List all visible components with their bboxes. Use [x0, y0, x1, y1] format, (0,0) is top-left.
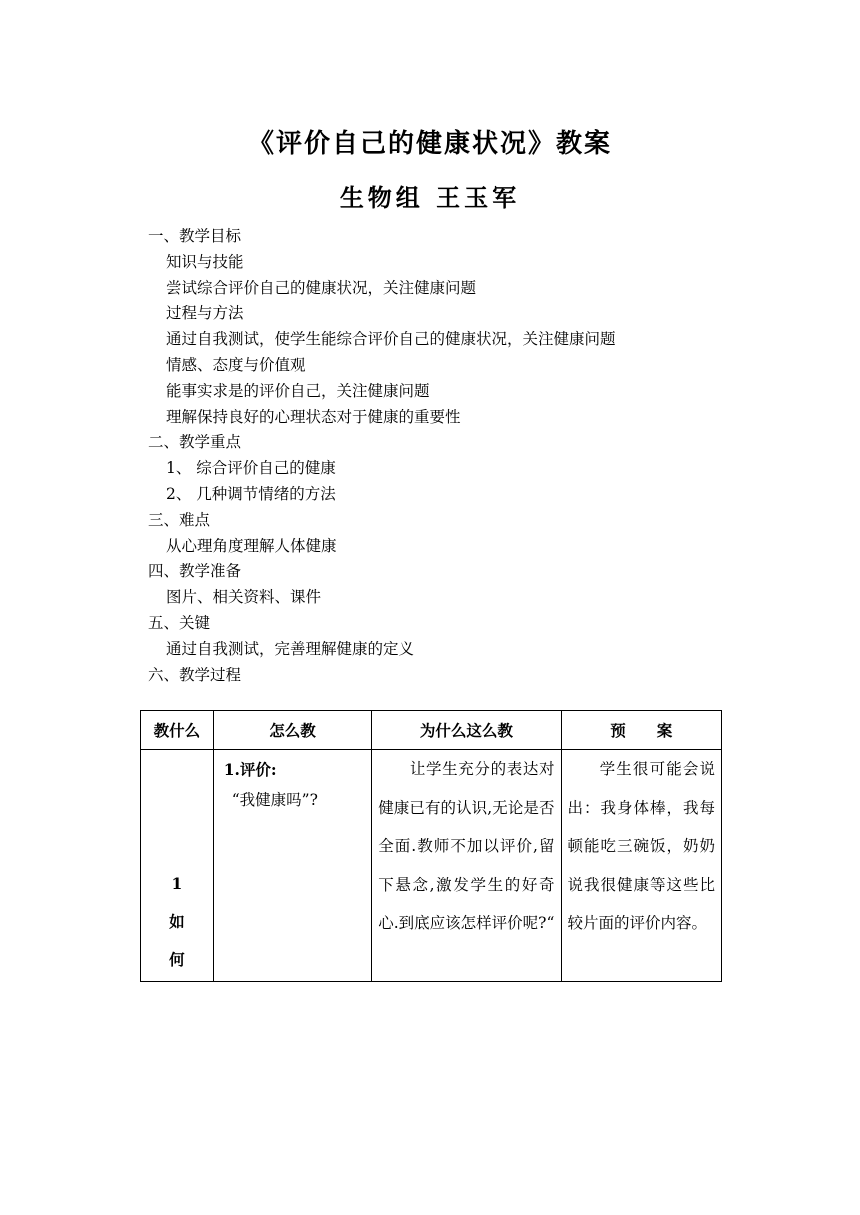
section-heading: 一、教学目标: [148, 227, 242, 245]
row-index-cell: [141, 750, 214, 982]
method-cell: [213, 750, 371, 982]
reason-text: 让学生充分的表达对健康已有的认识,无论是否全面.教师不加以评价,留下悬念,激发学生的好奇心.到底应该怎样评价呢?“: [378, 760, 555, 932]
section-heading: 三、难点: [148, 510, 211, 529]
document-title: 《评价自己的健康状况》教案: [247, 129, 612, 159]
plan-text: 学生很可能会说出：我身体棒，我每顿能吃三碗饭，奶奶说我很健康等这些比较片面的评价内容。: [567, 760, 715, 932]
section-item: 能事实求是的评价自己，关注健康问题: [166, 381, 430, 400]
section-item: 通过自我测试，使学生能综合评价自己的健康状况，关注健康问题: [166, 330, 616, 349]
method-text: “我健康吗”?: [231, 791, 318, 809]
row-index-char: 如: [169, 912, 185, 931]
section-item: 尝试综合评价自己的健康状况，关注健康问题: [166, 278, 477, 297]
section-item: 知识与技能: [166, 252, 244, 271]
section-item: 1、 综合评价自己的健康: [166, 459, 336, 478]
section-item: 理解保持良好的心理状态对于健康的重要性: [166, 407, 461, 426]
section-item: 2、 几种调节情绪的方法: [166, 484, 336, 503]
header-why-teach: 为什么这么教: [372, 711, 561, 750]
table-row: [141, 750, 722, 982]
document-author: 生物组 王玉军: [339, 183, 521, 212]
reason-cell: [372, 750, 561, 982]
section-item: 通过自我测试，完善理解健康的定义: [166, 639, 415, 658]
section-item: 过程与方法: [166, 304, 244, 323]
row-index-char: 何: [169, 950, 185, 969]
header-how-to-teach: 怎么教: [213, 711, 371, 750]
table-header-row: [141, 711, 722, 750]
section-item: 情感、态度与价值观: [166, 355, 306, 374]
section-heading: 二、教学重点: [148, 433, 242, 452]
section-heading: 五、关键: [148, 613, 211, 632]
method-heading: 1.评价:: [223, 760, 277, 779]
plan-cell: [561, 750, 721, 982]
header-what-to-teach: 教什么: [141, 711, 214, 750]
section-item: 图片、相关资料、课件: [166, 588, 322, 607]
section-item: 从心理角度理解人体健康: [166, 536, 337, 555]
header-plan: 预 案: [561, 711, 721, 750]
lesson-outline: [148, 224, 768, 688]
section-heading: 六、教学过程: [148, 665, 242, 684]
teaching-process-table: [140, 710, 722, 982]
row-index-number: 1: [171, 874, 183, 893]
section-heading: 四、教学准备: [148, 562, 242, 581]
